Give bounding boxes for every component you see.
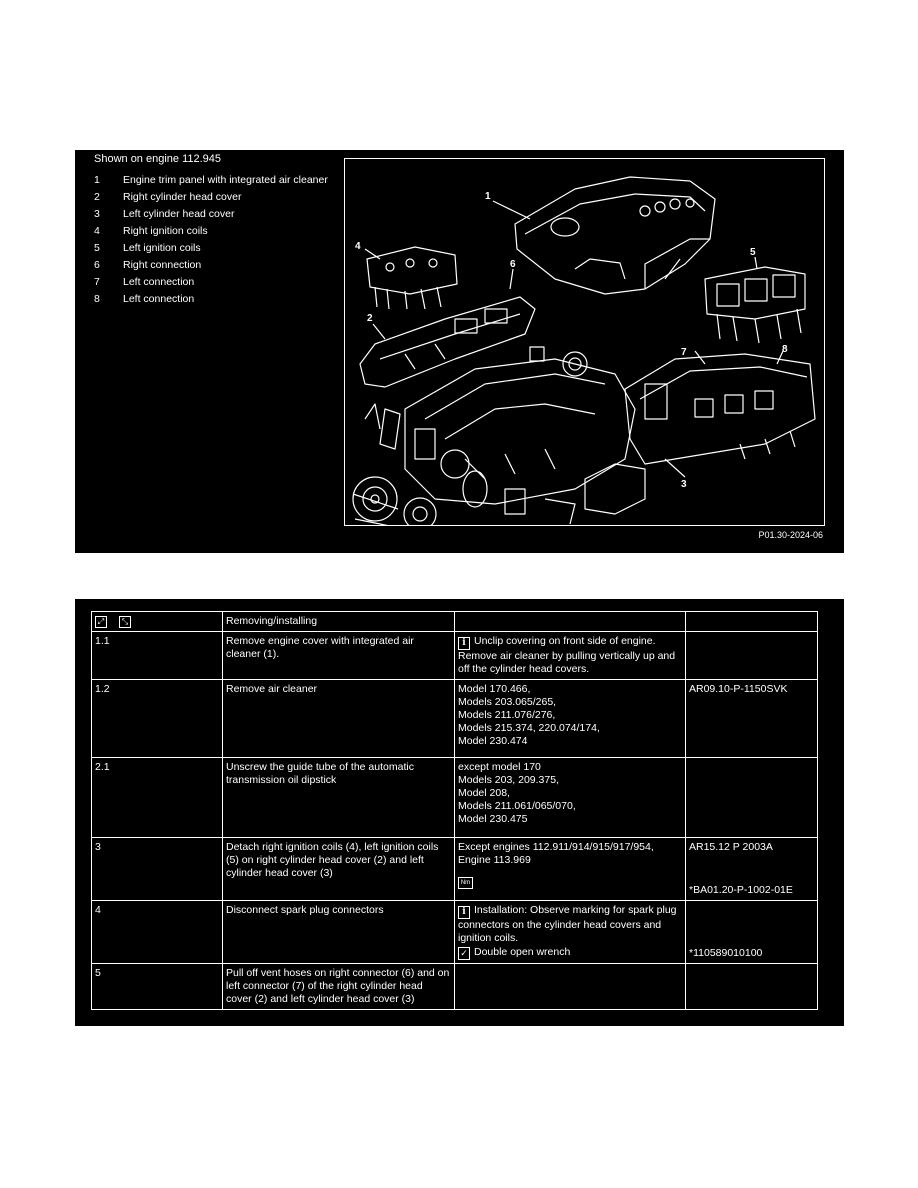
left-cylinder-head-cover	[625, 354, 815, 464]
legend-item	[94, 293, 329, 305]
figure-panel	[75, 150, 844, 553]
legend-text: Left ignition coils	[123, 242, 201, 254]
legend-number: 6	[94, 259, 100, 271]
legend-item	[94, 191, 329, 203]
figure-caption: P01.30-2024-06	[758, 530, 823, 540]
callout-8: 8	[782, 344, 788, 355]
step-reference-link[interactable]: AR09.10-P-1150SVK	[686, 680, 818, 758]
step-note: except model 170 Models 203, 209.375, Model 208, Models 211.061/065/070, Model 230.475	[455, 758, 686, 838]
callout-2: 2	[367, 313, 373, 324]
callout-7: 7	[681, 347, 687, 358]
expand-icon[interactable]: ⤢	[95, 616, 107, 628]
tool-name: Double open wrench	[474, 946, 571, 958]
engine-trim-panel	[515, 177, 715, 294]
table-header-row	[92, 612, 818, 632]
step-action: Pull off vent hoses on right connector (6) and on left connector (7) of the right cylinder head cover (2) and left cylinder head cover (3)	[223, 964, 455, 1010]
legend-item	[94, 259, 329, 271]
legend-item	[94, 242, 329, 254]
step-reference	[686, 758, 818, 838]
note-text: Except engines 112.911/914/915/917/954, Engine 113.969	[458, 841, 654, 866]
step-reference	[686, 964, 818, 1010]
step-reference-link[interactable]: AR15.12 P 2003A	[689, 841, 773, 853]
step-number: 1.1	[92, 632, 223, 680]
header-empty-cell	[686, 612, 818, 632]
header-empty-cell	[455, 612, 686, 632]
step-number: 2.1	[92, 758, 223, 838]
collapse-icon[interactable]: ⤡	[119, 616, 131, 628]
engine-illustration	[344, 158, 825, 526]
table-row	[92, 964, 818, 1010]
step-action: Unscrew the guide tube of the automatic transmission oil dipstick	[223, 758, 455, 838]
step-action: Detach right ignition coils (4), left ignition coils (5) on right cylinder head cover (2) and left cylinder head cover (3)	[223, 838, 455, 901]
legend-number: 4	[94, 225, 100, 237]
legend-item	[94, 174, 329, 186]
procedure-table	[91, 611, 818, 1010]
step-note: Model 170.466, Models 203.065/265, Models 211.076/276, Models 215.374, 220.074/174, Model 230.474	[455, 680, 686, 758]
header-title: Removing/installing	[223, 612, 455, 632]
callout-labels	[355, 191, 788, 490]
legend-text: Right connection	[123, 259, 202, 271]
table-row	[92, 838, 818, 901]
legend-text: Right ignition coils	[123, 225, 208, 237]
step-reference	[686, 632, 818, 680]
callout-1: 1	[485, 191, 491, 202]
callout-3: 3	[681, 479, 687, 490]
callout-6: 6	[510, 259, 516, 270]
left-ignition-coils	[705, 267, 805, 343]
legend-text: Engine trim panel with integrated air cleaner	[123, 174, 328, 186]
torque-nm-icon: Nm	[458, 877, 473, 889]
step-action: Disconnect spark plug connectors	[223, 901, 455, 964]
table-row	[92, 632, 818, 680]
engine-block	[365, 347, 635, 507]
step-action: Remove air cleaner	[223, 680, 455, 758]
legend-item	[94, 208, 329, 220]
procedure-panel	[75, 599, 844, 1026]
table-row	[92, 901, 818, 964]
legend-number: 1	[94, 174, 100, 186]
legend-text: Right cylinder head cover	[123, 191, 242, 203]
step-note	[455, 964, 686, 1010]
tool-reference-link[interactable]: *110589010100	[689, 947, 763, 959]
step-number: 3	[92, 838, 223, 901]
engine-drawing	[345, 159, 824, 525]
wrench-icon: ✓	[458, 947, 470, 960]
legend-number: 2	[94, 191, 100, 203]
legend-item	[94, 225, 329, 237]
legend-number: 5	[94, 242, 100, 254]
step-number: 4	[92, 901, 223, 964]
header-icons-cell	[92, 612, 223, 632]
step-note	[455, 632, 686, 680]
torque-reference-link[interactable]: *BA01.20-P-1002-01E	[689, 884, 793, 896]
info-icon: i	[458, 637, 470, 650]
legend-text: Left connection	[123, 276, 195, 288]
legend-number: 3	[94, 208, 100, 220]
table-row	[92, 680, 818, 758]
step-number: 5	[92, 964, 223, 1010]
legend-item	[94, 276, 329, 288]
legend-number: 7	[94, 276, 100, 288]
pulleys	[353, 477, 436, 525]
step-number: 1.2	[92, 680, 223, 758]
step-note	[455, 838, 686, 901]
step-reference	[686, 838, 818, 901]
note-text: Observe marking for spark plug connectors on the cylinder head covers and ignition coils.	[458, 904, 677, 944]
lower-block-detail	[505, 464, 645, 524]
figure-title: Shown on engine 112.945	[94, 153, 222, 165]
callout-5: 5	[750, 247, 756, 258]
table-row	[92, 758, 818, 838]
legend-number: 8	[94, 293, 100, 305]
legend-text: Left cylinder head cover	[123, 208, 235, 220]
step-note	[455, 901, 686, 964]
right-cylinder-head-cover	[360, 297, 535, 387]
step-reference	[686, 901, 818, 964]
note-text: Unclip covering on front side of engine. Remove air cleaner by pulling vertically up and off the cylinder head covers.	[458, 635, 676, 675]
leader-lines	[365, 201, 783, 477]
right-ignition-coils	[367, 247, 457, 309]
legend-text: Left connection	[123, 293, 195, 305]
legend-list	[94, 174, 329, 310]
callout-4: 4	[355, 241, 361, 252]
note-label: Installation:	[474, 904, 528, 916]
step-action: Remove engine cover with integrated air cleaner (1).	[223, 632, 455, 680]
info-icon: i	[458, 906, 470, 919]
